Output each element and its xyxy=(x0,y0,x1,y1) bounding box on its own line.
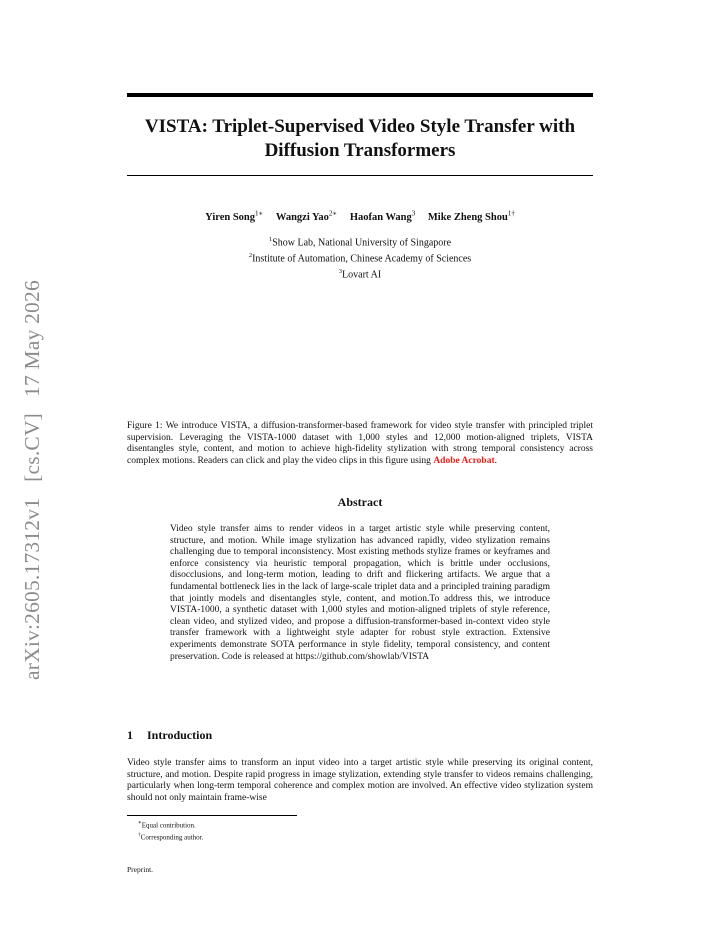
affiliation-mark: 3 xyxy=(338,267,343,275)
author-name: Yiren Song xyxy=(205,211,256,223)
arxiv-category: [cs.CV] xyxy=(20,412,44,482)
author-mark: 2∗ xyxy=(328,209,338,217)
author-mark: 3 xyxy=(411,209,416,217)
affiliation xyxy=(127,234,593,250)
author xyxy=(275,209,338,223)
footnote-mark: † xyxy=(138,831,141,838)
abstract-heading: Abstract xyxy=(337,495,383,509)
author xyxy=(349,209,416,223)
footnotes xyxy=(138,819,203,842)
author-name: Mike Zheng Shou xyxy=(427,211,508,223)
affiliation-mark: 1 xyxy=(268,236,273,243)
figure-caption-text: Figure 1: We introduce VISTA, a diffusion-transformer-based framework for video style transfer with principled triplet supervision. Leveraging the VISTA-1000 dataset with 1,000 styles and 12,000 motion-aligned triplets, VISTA disentangles style, content, and motion to achieve high-fidelity stylization with strong temporal consistency across complex motions. Readers can click and play the video clips in this figure using xyxy=(127,421,593,466)
figure-caption-end: . xyxy=(494,455,498,466)
affiliation-text: Institute of Automation, Chinese Academy of Sciences xyxy=(252,253,472,265)
figure-caption xyxy=(127,421,593,467)
section-heading-introduction xyxy=(127,728,212,743)
title-top-rule xyxy=(127,93,593,97)
introduction-body: Video style transfer aims to transform an input video into a target artistic style while preserving its original content, structure, and motion. Despite rapid progress in image stylization, extending style transfer to videos remains challenging, particularly when long-term temporal coherence and complex motion are involved. An effective video stylization system should not only maintain frame-wise xyxy=(127,758,593,803)
affiliation-text: Show Lab, National University of Singapore xyxy=(272,237,452,249)
author-mark: 1∗ xyxy=(255,209,264,217)
author-mark: 1† xyxy=(507,209,515,217)
author-name: Haofan Wang xyxy=(349,211,412,223)
section-number: 1 xyxy=(127,728,133,742)
abstract-body: Video style transfer aims to render videos in a target artistic style while preserving content, structure, and motion. While image stylization has advanced rapidly, video stylization remains challenging due to temporal inconsistency. Most existing methods stylize frames or keyframes and enforce consistency via heuristic temporal propagation, which is brittle under occlusions, disocclusions, and long-term motion, leading to drift and flickering artifacts. We argue that a fundamental bottleneck lies in the lack of large-scale triplet data and a principled training paradigm that jointly models and disentangles style, content, and motion.To address this, we introduce VISTA-1000, a synthetic dataset with 1,000 styles and motion-aligned triplets of style reference, clean video, and stylized video, and propose a diffusion-transformer-based in-context video style transfer framework with a lightweight style adapter for robust style extraction. Extensive experiments demonstrate SOTA performance in style fidelity, temporal consistency, and content preservation. Code is released at https://github.com/showlab/VISTA xyxy=(170,524,550,662)
affiliation xyxy=(127,266,593,282)
affiliation xyxy=(127,250,593,266)
title-bottom-rule xyxy=(127,175,593,176)
footnote xyxy=(138,819,203,831)
author xyxy=(427,209,515,223)
paper-title: VISTA: Triplet-Supervised Video Style Transfer with Diffusion Transformers xyxy=(144,116,576,161)
author-list xyxy=(127,206,593,225)
arxiv-id: arXiv:2605.17312v1 xyxy=(20,497,44,680)
footnote-rule xyxy=(127,815,297,816)
adobe-acrobat-link[interactable]: Adobe Acrobat xyxy=(433,455,495,466)
preprint-label: Preprint. xyxy=(127,865,154,874)
affiliation-text: Lovart AI xyxy=(342,268,382,280)
footnote-text: Equal contribution. xyxy=(141,821,196,830)
affiliation-list xyxy=(127,234,593,281)
author-name: Wangzi Yao xyxy=(275,211,329,223)
footnote xyxy=(138,831,203,843)
section-title: Introduction xyxy=(147,728,213,742)
author xyxy=(205,209,264,223)
footnote-mark: ∗ xyxy=(138,820,142,826)
footnote-text: Corresponding author. xyxy=(140,833,204,842)
affiliation-mark: 2 xyxy=(248,251,253,259)
arxiv-watermark xyxy=(20,280,45,680)
arxiv-date: 17 May 2026 xyxy=(20,280,44,397)
